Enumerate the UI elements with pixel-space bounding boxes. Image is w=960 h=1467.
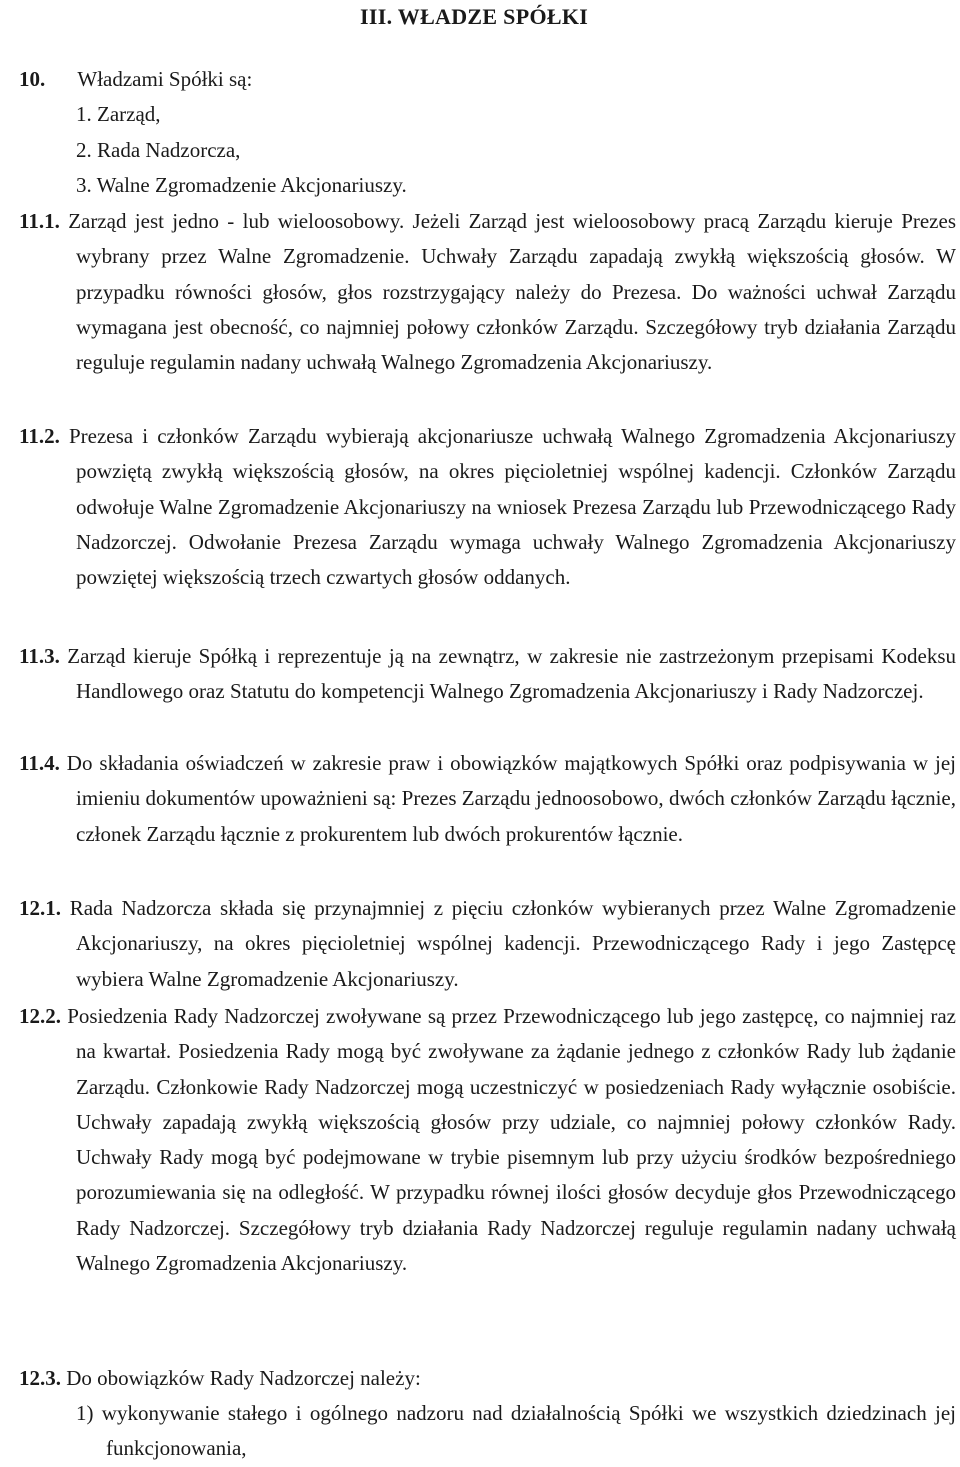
paragraph-text: Do składania oświadczeń w zakresie praw i obowiązków majątkowych Spółki oraz podpisywania w jej imieniu dokumentów upoważnieni są: Prezes Zarządu jednoosobowo, dwóch członków Zarządu łącznie, członek Zarządu łącznie z prokurentem lub dwóch prokurentów łącznie. bbox=[66, 751, 956, 846]
list-item: 1) wykonywanie stałego i ogólnego nadzoru nad działalnością Spółki we wszystkich dziedzinach jej funkcjonowania, bbox=[76, 1401, 956, 1461]
paragraph-11-1 bbox=[19, 204, 956, 380]
paragraph-12-3 bbox=[19, 1361, 956, 1396]
section-heading: III. WŁADZE SPÓŁKI bbox=[360, 4, 589, 29]
list-item: 1. Zarząd, bbox=[76, 102, 161, 126]
paragraph-12-1 bbox=[19, 891, 956, 997]
paragraph-number: 10. bbox=[19, 67, 46, 91]
paragraph-text: Zarząd jest jedno - lub wieloosobowy. Jeżeli Zarząd jest wieloosobowy pracą Zarządu kieruje Prezes wybrany przez Walne Zgromadzenie. Uchwały Zarządu zapadają zwykłą większością głosów. W przypadku równości głosów, głos rozstrzygający należy do Prezesa. Do ważności uchwał Zarządu wymagana jest obecność, co najmniej połowy członków Zarządu. Szczegółowy tryb działania Zarządu reguluje regulamin nadany uchwałą Walnego Zgromadzenia Akcjonariuszy. bbox=[68, 209, 956, 375]
list-item: 3. Walne Zgromadzenie Akcjonariuszy. bbox=[76, 173, 407, 197]
paragraph-intro: Władzami Spółki są: bbox=[77, 67, 253, 91]
paragraph-number: 12.2. bbox=[19, 1004, 61, 1028]
paragraph-number: 12.3. bbox=[19, 1366, 61, 1390]
paragraph-intro: Do obowiązków Rady Nadzorczej należy: bbox=[66, 1366, 421, 1390]
paragraph-number: 11.3. bbox=[19, 644, 60, 668]
paragraph-11-3 bbox=[19, 639, 956, 710]
paragraph-text: Zarząd kieruje Spółką i reprezentuje ją na zewnątrz, w zakresie nie zastrzeżonym przepisami Kodeksu Handlowego oraz Statutu do kompetencji Walnego Zgromadzenia Akcjonariuszy i Rady Nadzorczej. bbox=[67, 644, 956, 704]
paragraph-text: Rada Nadzorcza składa się przynajmniej z pięciu członków wybieranych przez Walne Zgromadzenie Akcjonariuszy, na okres pięcioletniej wspólnej kadencji. Przewodniczącego Rady i jego Zastępcę wybiera Walne Zgromadzenie Akcjonariuszy. bbox=[69, 896, 957, 991]
paragraph-text: Prezesa i członków Zarządu wybierają akcjonariusze uchwałą Walnego Zgromadzenia Akcjonariuszy powziętą zwykłą większością głosów, na okres pięcioletniej wspólnej kadencji. Członków Zarządu odwołuje Walne Zgromadzenie Akcjonariuszy na wniosek Prezesa Zarządu lub Przewodniczącego Rady Nadzorczej. Odwołanie Prezesa Zarządu wymaga uchwały Walnego Zgromadzenia Akcjonariuszy powziętej większością trzech czwartych głosów oddanych. bbox=[68, 424, 957, 590]
paragraph-12-2 bbox=[19, 999, 956, 1281]
paragraph-11-4 bbox=[19, 746, 956, 852]
paragraph-number: 11.2. bbox=[19, 424, 60, 448]
paragraph-11-2 bbox=[19, 419, 956, 595]
paragraph-text: Posiedzenia Rady Nadzorczej zwoływane są przez Przewodniczącego lub jego zastępcę, co najmniej raz na kwartał. Posiedzenia Rady mogą być zwoływane za żądanie jednego z członków Rady lub żądanie Zarządu. Członkowie Rady Nadzorczej mogą uczestniczyć w posiedzeniach Rady wyłącznie osobiście. Uchwały zapadają zwykłą większością głosów przy udziale, co najmniej połowy członków Rady. Uchwały Rady mogą być podejmowane w trybie pisemnym lub przy użyciu środków bezpośredniego porozumiewania się na odległość. W przypadku równej ilości głosów decyduje głos Przewodniczącego Rady Nadzorczej. Szczegółowy tryb działania Rady Nadzorczej reguluje regulamin nadany uchwałą Walnego Zgromadzenia Akcjonariuszy. bbox=[67, 1004, 957, 1276]
paragraph-number: 11.4. bbox=[19, 751, 60, 775]
list-item: 2. Rada Nadzorcza, bbox=[76, 138, 241, 162]
paragraph-number: 11.1. bbox=[19, 209, 60, 233]
paragraph-10 bbox=[19, 62, 956, 97]
paragraph-number: 12.1. bbox=[19, 896, 61, 920]
